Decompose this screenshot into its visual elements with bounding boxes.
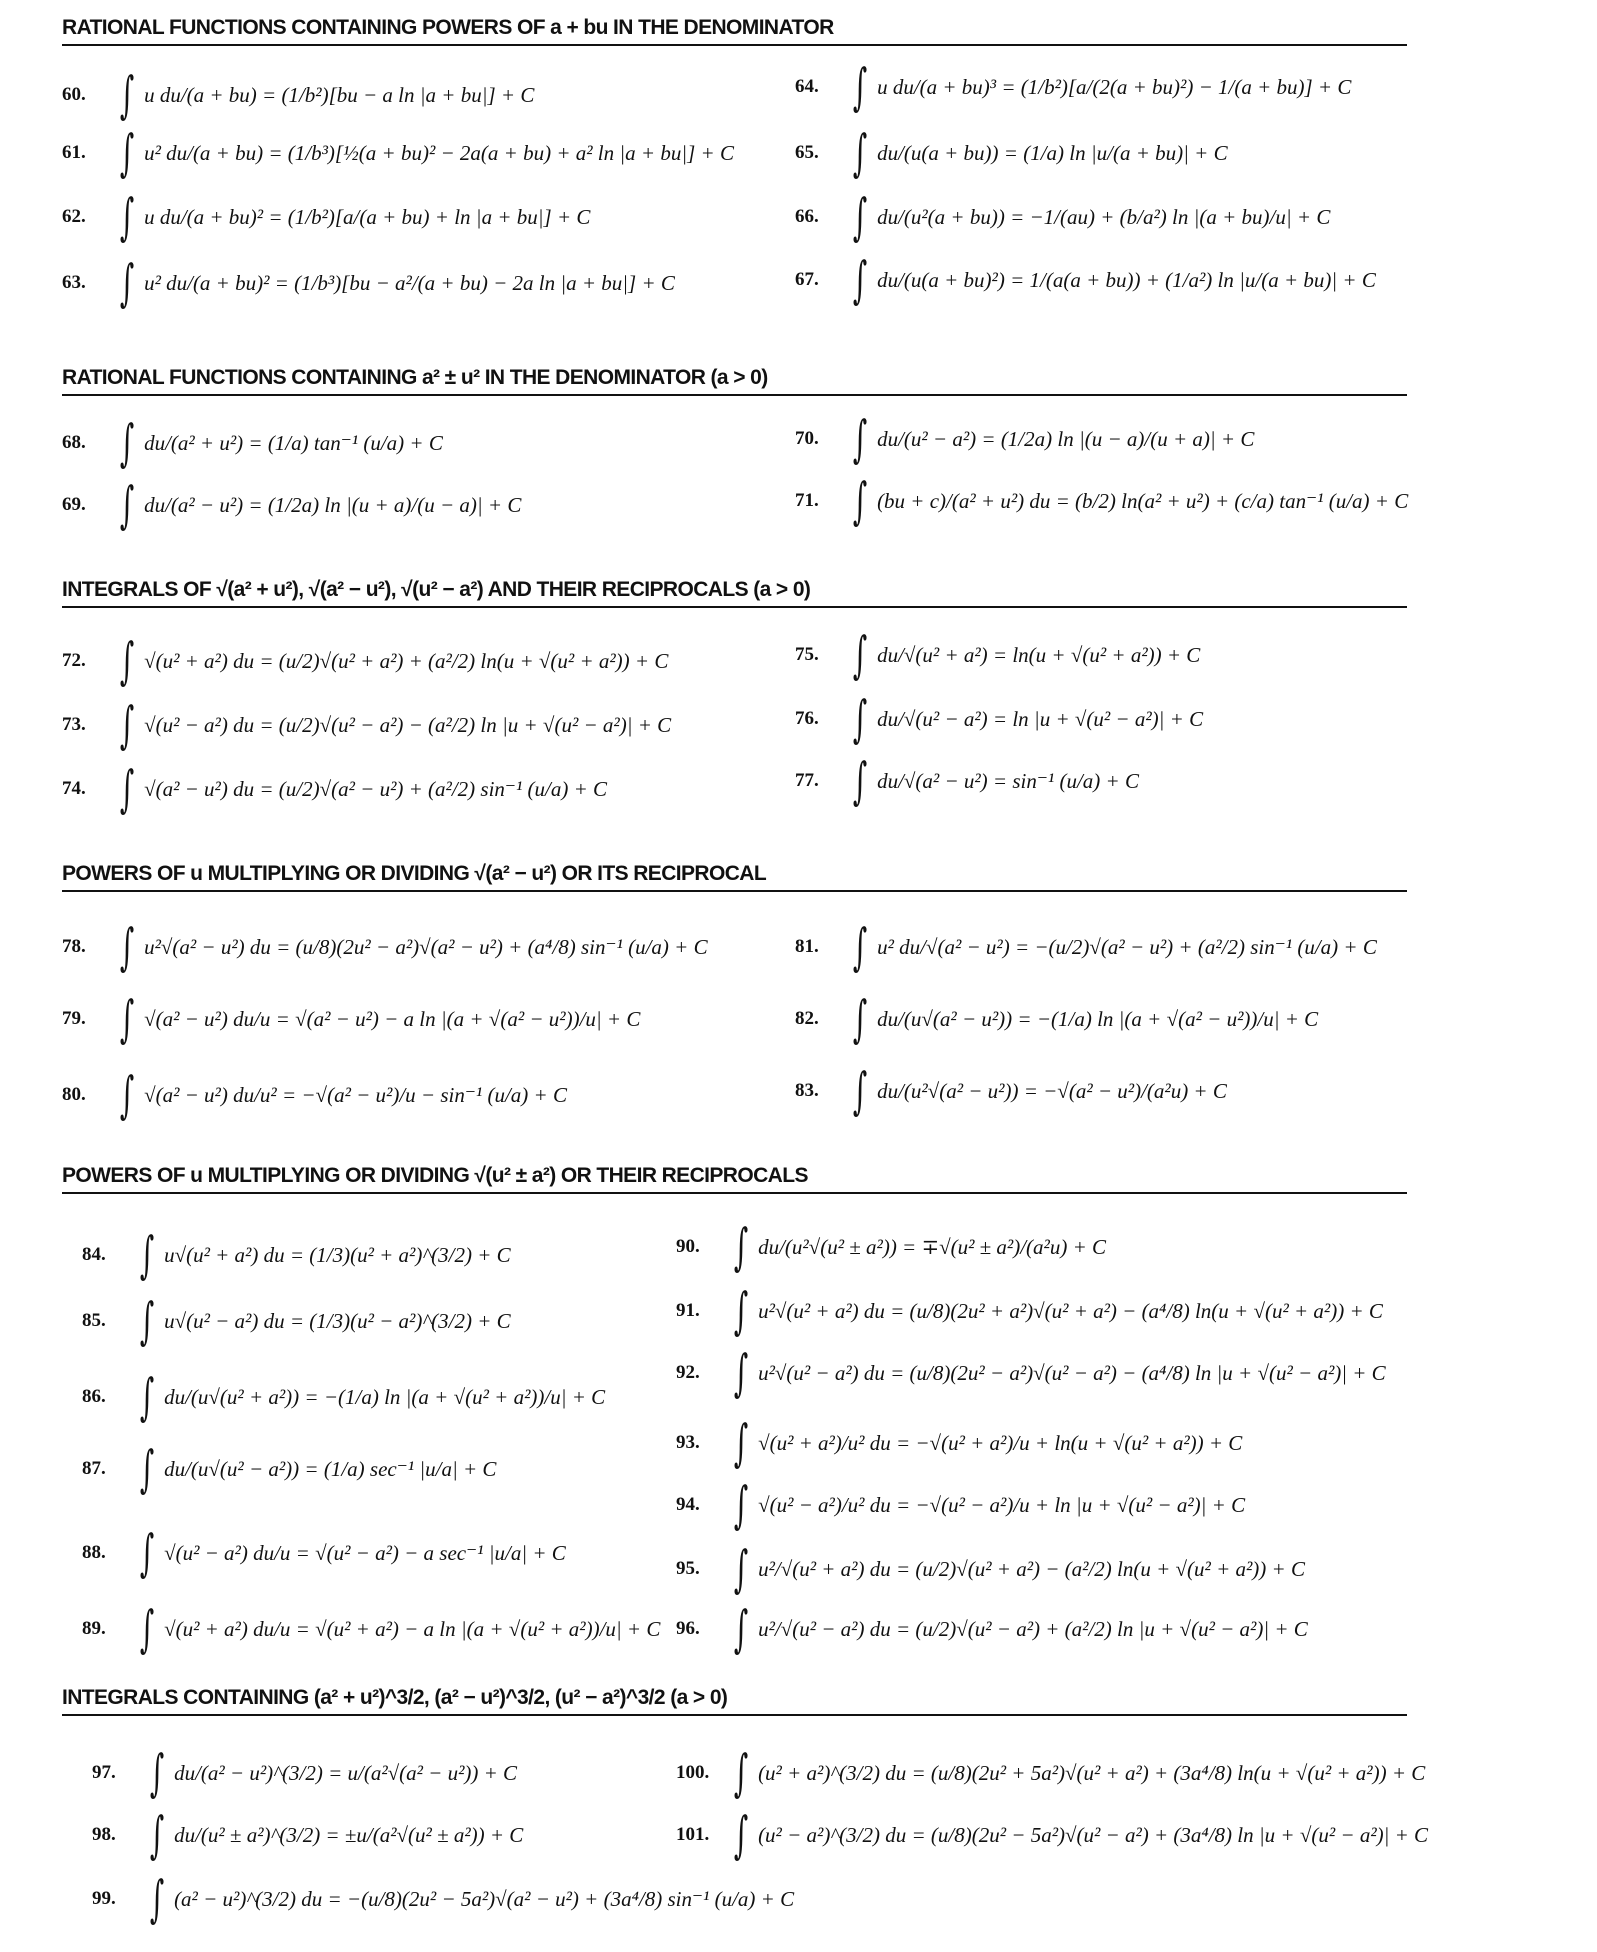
section-title: POWERS OF u MULTIPLYING OR DIVIDING √(u² ± a²) OR THEIR RECIPROCALS [62, 1164, 1407, 1194]
formula-81: 81. ∫ u² du/√(a² − u²) = −(u/2)√(a² − u²) + (a²/2) sin⁻¹ (u/a) + C [795, 918, 1377, 976]
formula-82: 82. ∫ du/(u√(a² − u²)) = −(1/a) ln |(a + √(a² − u²))/u| + C [795, 990, 1319, 1048]
formula-77: 77. ∫ du/√(a² − u²) = sin⁻¹ (u/a) + C [795, 752, 1139, 810]
formula-99: 99. ∫ (a² − u²)^(3/2) du = −(u/8)(2u² − 5a²)√(a² − u²) + (3a⁴/8) sin⁻¹ (u/a) + C [92, 1870, 795, 1928]
formula-73: 73. ∫ √(u² − a²) du = (u/2)√(u² − a²) − (a²/2) ln |u + √(u² − a²)| + C [62, 696, 672, 754]
formula-88: 88. ∫ √(u² − a²) du/u = √(u² − a²) − a sec⁻¹ |u/a| + C [82, 1524, 566, 1582]
formula-66: 66. ∫ du/(u²(a + bu)) = −1/(au) + (b/a²) ln |(a + bu)/u| + C [795, 188, 1331, 246]
formula-62: 62. ∫ u du/(a + bu)² = (1/b²)[a/(a + bu) + ln |a + bu|] + C [62, 188, 591, 246]
formula-91: 91. ∫ u²√(u² + a²) du = (u/8)(2u² + a²)√(u² + a²) − (a⁴/8) ln(u + √(u² + a²)) + C [676, 1282, 1383, 1340]
formula-86: 86. ∫ du/(u√(u² + a²)) = −(1/a) ln |(a + √(u² + a²))/u| + C [82, 1368, 606, 1426]
formula-87: 87. ∫ du/(u√(u² − a²)) = (1/a) sec⁻¹ |u/a| + C [82, 1440, 497, 1498]
formula-65: 65. ∫ du/(u(a + bu)) = (1/a) ln |u/(a + bu)| + C [795, 124, 1228, 182]
formula-68: 68. ∫ du/(a² + u²) = (1/a) tan⁻¹ (u/a) + C [62, 414, 443, 472]
formula-93: 93. ∫ √(u² + a²)/u² du = −√(u² + a²)/u + ln(u + √(u² + a²)) + C [676, 1414, 1243, 1472]
formula-71: 71. ∫ (bu + c)/(a² + u²) du = (b/2) ln(a² + u²) + (c/a) tan⁻¹ (u/a) + C [795, 472, 1409, 530]
formula-69: 69. ∫ du/(a² − u²) = (1/2a) ln |(u + a)/(u − a)| + C [62, 476, 522, 534]
formula-94: 94. ∫ √(u² − a²)/u² du = −√(u² − a²)/u + ln |u + √(u² − a²)| + C [676, 1476, 1246, 1534]
formula-97: 97. ∫ du/(a² − u²)^(3/2) = u/(a²√(a² − u²)) + C [92, 1744, 518, 1802]
formula-92: 92. ∫ u²√(u² − a²) du = (u/8)(2u² − a²)√(u² − a²) − (a⁴/8) ln |u + √(u² − a²)| + C [676, 1344, 1386, 1402]
formula-76: 76. ∫ du/√(u² − a²) = ln |u + √(u² − a²)| + C [795, 690, 1204, 748]
formula-72: 72. ∫ √(u² + a²) du = (u/2)√(u² + a²) + (a²/2) ln(u + √(u² + a²)) + C [62, 632, 669, 690]
section-sqrt-integrals [62, 578, 1407, 608]
formula-64: 64. ∫ u du/(a + bu)³ = (1/b²)[a/(2(a + bu)²) − 1/(a + bu)] + C [795, 58, 1352, 116]
formula-80: 80. ∫ √(a² − u²) du/u² = −√(a² − u²)/u − sin⁻¹ (u/a) + C [62, 1066, 567, 1124]
section-three-halves-powers [62, 1686, 1407, 1716]
formula-90: 90. ∫ du/(u²√(u² ± a²)) = ∓√(u² ± a²)/(a²u) + C [676, 1218, 1106, 1276]
formula-98: 98. ∫ du/(u² ± a²)^(3/2) = ±u/(a²√(u² ± a²)) + C [92, 1806, 524, 1864]
formula-83: 83. ∫ du/(u²√(a² − u²)) = −√(a² − u²)/(a²u) + C [795, 1062, 1227, 1120]
section-title: POWERS OF u MULTIPLYING OR DIVIDING √(a² − u²) OR ITS RECIPROCAL [62, 862, 1407, 892]
section-title: INTEGRALS CONTAINING (a² + u²)^3/2, (a² − u²)^3/2, (u² − a²)^3/2 (a > 0) [62, 1686, 1407, 1716]
section-title: INTEGRALS OF √(a² + u²), √(a² − u²), √(u² − a²) AND THEIR RECIPROCALS (a > 0) [62, 578, 1407, 608]
formula-84: 84. ∫ u√(u² + a²) du = (1/3)(u² + a²)^(3/2) + C [82, 1226, 511, 1284]
formula-96: 96. ∫ u²/√(u² − a²) du = (u/2)√(u² − a²) + (a²/2) ln |u + √(u² − a²)| + C [676, 1600, 1308, 1658]
formula-67: 67. ∫ du/(u(a + bu)²) = 1/(a(a + bu)) + (1/a²) ln |u/(a + bu)| + C [795, 251, 1376, 309]
formula-95: 95. ∫ u²/√(u² + a²) du = (u/2)√(u² + a²) − (a²/2) ln(u + √(u² + a²)) + C [676, 1540, 1305, 1598]
formula-89: 89. ∫ √(u² + a²) du/u = √(u² + a²) − a ln |(a + √(u² + a²))/u| + C [82, 1600, 661, 1658]
formula-70: 70. ∫ du/(u² − a²) = (1/2a) ln |(u − a)/(u + a)| + C [795, 410, 1255, 468]
formula-101: 101. ∫ (u² − a²)^(3/2) du = (u/8)(2u² − 5a²)√(u² − a²) + (3a⁴/8) ln |u + √(u² − a²)| + C [676, 1806, 1429, 1864]
formula-63: 63. ∫ u² du/(a + bu)² = (1/b³)[bu − a²/(a + bu) − 2a ln |a + bu|] + C [62, 254, 675, 312]
formula-100: 100. ∫ (u² + a²)^(3/2) du = (u/8)(2u² + 5a²)√(u² + a²) + (3a⁴/8) ln(u + √(u² + a²)) + C [676, 1744, 1426, 1802]
formula-74: 74. ∫ √(a² − u²) du = (u/2)√(a² − u²) + (a²/2) sin⁻¹ (u/a) + C [62, 760, 608, 818]
formula-78: 78. ∫ u²√(a² − u²) du = (u/8)(2u² − a²)√(a² − u²) + (a⁴/8) sin⁻¹ (u/a) + C [62, 918, 708, 976]
section-rational-a-bu [62, 16, 1407, 46]
section-rational-a2-u2 [62, 366, 1407, 396]
section-powers-sqrt-a2-u2 [62, 862, 1407, 892]
formula-85: 85. ∫ u√(u² − a²) du = (1/3)(u² − a²)^(3/2) + C [82, 1292, 511, 1350]
formula-60: 60. ∫ u du/(a + bu) = (1/b²)[bu − a ln |a + bu|] + C [62, 66, 535, 124]
formula-61: 61. ∫ u² du/(a + bu) = (1/b³)[½(a + bu)² − 2a(a + bu) + a² ln |a + bu|] + C [62, 124, 734, 182]
formula-79: 79. ∫ √(a² − u²) du/u = √(a² − u²) − a ln |(a + √(a² − u²))/u| + C [62, 990, 641, 1048]
section-powers-sqrt-u2-a2 [62, 1164, 1407, 1194]
section-title: RATIONAL FUNCTIONS CONTAINING POWERS OF a + bu IN THE DENOMINATOR [62, 16, 1407, 46]
section-title: RATIONAL FUNCTIONS CONTAINING a² ± u² IN THE DENOMINATOR (a > 0) [62, 366, 1407, 396]
formula-75: 75. ∫ du/√(u² + a²) = ln(u + √(u² + a²)) + C [795, 626, 1201, 684]
